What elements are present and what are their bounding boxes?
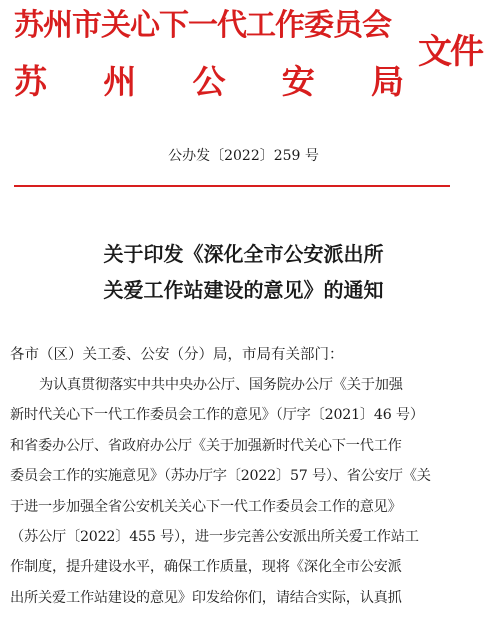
body-text-line: 作制度，提升建设水平，确保工作质量，现将《深化全市公安派 — [10, 559, 402, 576]
issuing-org-char: 安 — [281, 62, 315, 101]
body-text-line: 委员会工作的实施意见》（苏办厅字〔2022〕57 号）、省公安厅《关 — [10, 468, 431, 485]
issuing-org-line-2 — [14, 60, 404, 104]
issuing-org-char: 局 — [371, 62, 404, 101]
issuing-org-char: 苏 — [14, 62, 47, 101]
issuing-org-char: 州 — [103, 62, 137, 101]
issuing-org-line-1: 苏州市关心下一代工作委员会 — [14, 8, 391, 43]
body-text-line: （苏公厅〔2022〕455 号），进一步完善公安派出所关爱工作站工 — [10, 529, 419, 546]
body-text-line: 新时代关心下一代工作委员会工作的意见》（厅字〔2021〕46 号） — [10, 407, 424, 424]
body-text-line: 为认真贯彻落实中共中央办公厅、国务院办公厅《关于加强 — [39, 377, 403, 393]
document-title — [0, 236, 487, 308]
body-text-line: 出所关爱工作站建设的意见》印发给你们，请结合实际，认真抓 — [10, 589, 402, 606]
title-line-1: 关于印发《深化全市公安派出所 — [103, 242, 384, 266]
body-text-line: 和省委办公厅、省政府办公厅《关于加强新时代关心下一代工作 — [10, 437, 402, 454]
red-divider-line — [14, 185, 450, 187]
document-number: 公办发〔2022〕259 号 — [168, 148, 319, 164]
issuing-org-char: 公 — [192, 62, 226, 101]
body-text-line: 于进一步加强全省公安机关关心下一代工作委员会工作的意见》 — [10, 498, 402, 515]
file-mark: 文件 — [418, 32, 482, 72]
title-line-2: 关爱工作站建设的意见》的通知 — [103, 278, 384, 302]
document-body — [10, 340, 470, 613]
addressee-line: 各市（区）关工委、公安（分）局，市局有关部门： — [10, 347, 344, 363]
